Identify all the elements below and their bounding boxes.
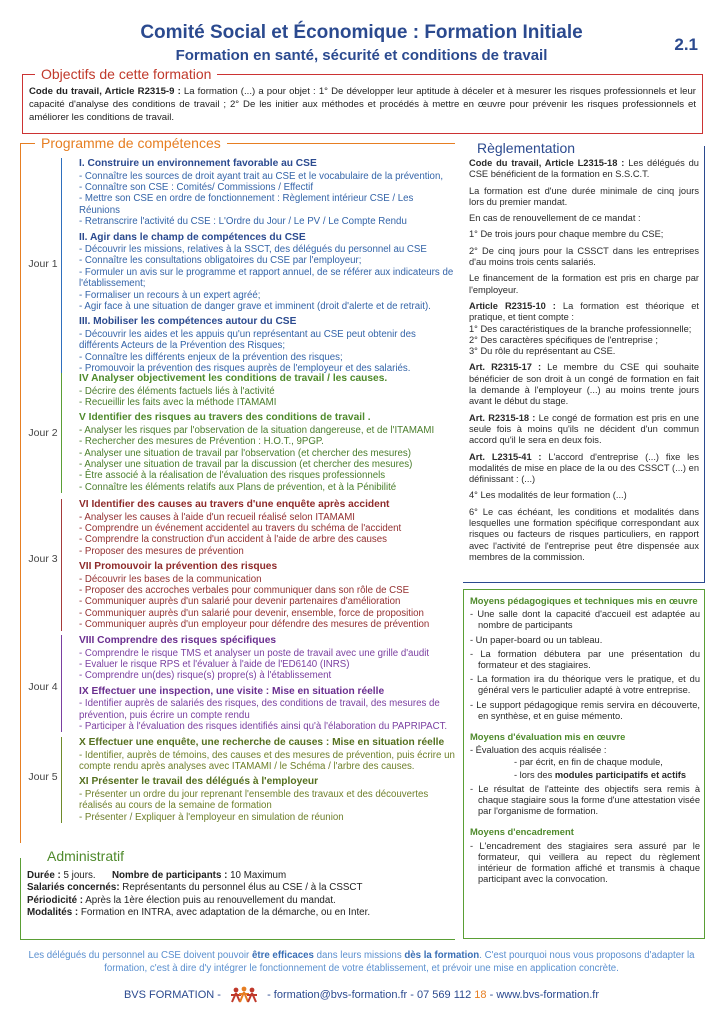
admin-label: Périodicité :	[27, 894, 84, 906]
footer-note-text: . C'est pourquoi nous vous proposons d'adapter la formation, c'est à dire d'y intégrer le fonctionnement de votre établissement, et prévoir une mise en application concrète.	[104, 950, 695, 974]
list-item: - Connaître son CSE : Comités/ Commissions / Effectif	[79, 181, 314, 193]
footer-phone-accent: 18	[474, 988, 487, 1001]
list-item: - Recueillir les faits avec la méthode ITAMAMI	[79, 396, 277, 408]
version-number: 2.1	[674, 35, 698, 54]
section-vi	[79, 499, 456, 557]
list-item: - Formuler un avis sur le programme et rapport annuel, de se référer aux indicateurs de l'établissement;	[79, 266, 454, 290]
list-item: - Proposer des accroches verbales pour communiquer dans son rôle de CSE	[79, 585, 410, 597]
reg-text: 2° Des caractères spécifiques de l'entreprise ;	[469, 334, 658, 345]
list-item: - Comprendre un événement accidentel au travers du schéma de l'accident	[79, 522, 402, 534]
section-title: VIII Comprendre des risques spécifiques	[79, 635, 277, 646]
admin-value: Après la 1ère élection puis au renouvellement du mandat.	[83, 894, 336, 906]
list-item: - Agir face à une situation de danger grave et imminent (droit d'alerte et de retrait).	[79, 301, 431, 313]
reg-text: En cas de renouvellement de ce mandat :	[469, 213, 641, 224]
reg-text: Le membre du CSE qui souhaite bénéficier de son droit à un congé de formation en fait la demande à l'employeur (...) au moins trente jours avant le début du stage.	[469, 362, 699, 407]
reg-text: 3° Du rôle du représentant au CSE.	[469, 346, 616, 357]
reg-paragraph	[469, 229, 699, 240]
administratif-content	[27, 870, 447, 919]
list-item: - Découvrir les missions, relatives à la SSCT, des délégués du personnel au CSE	[79, 244, 427, 256]
reg-paragraph	[469, 324, 699, 335]
administratif-section	[20, 848, 455, 940]
moyens-section	[463, 589, 705, 939]
reg-text: L'accord d'entreprise (...) fixe les modalités de mise en place de la ou des CSSCT (...) en définissant : (...)	[469, 451, 699, 485]
list-item: - Evaluer le risque RPS et l'évaluer à l'aide de l'ED6140 (INRS)	[79, 658, 350, 670]
admin-line	[27, 882, 447, 894]
list-item: - L'encadrement des stagiaires sera assuré par le formateur, qui veillera au repect du règlement intérieur de formation affiché et transmis à chaque participant avec la convocation.	[470, 840, 700, 885]
admin-line	[27, 895, 447, 907]
list-item: - Analyser une situation de travail par la discussion (et chercher des mesures)	[79, 459, 413, 471]
section-i	[79, 158, 456, 228]
reg-paragraph	[469, 490, 699, 501]
list-item: - La formation ira du théorique vers le pratique, et du général vers le particulier adapté à votre entreprise.	[470, 674, 700, 696]
admin-value: 5 jours.	[60, 870, 96, 881]
list-item: - Communiquer auprès d'un salarié pour devenir partenaires d'amélioration	[79, 596, 401, 608]
section-vii	[79, 561, 456, 631]
objectifs-body: La formation (...) a pour objet : 1° De développer leur aptitude à déceler et à mesurer les risques professionnels et leur capacité d'analyse des conditions de travail ; 2° De les initier aux méthodes et procédés à mettre en œuvre pour prévenir les risques professionnels et améliorer les conditions de travail.	[29, 86, 696, 123]
footer-note-text: dans leurs missions	[313, 950, 405, 961]
admin-label: Salariés concernés:	[27, 882, 120, 894]
administratif-title: Administratif	[41, 848, 130, 864]
list-item: - Une salle dont la capacité d'accueil est adaptée au nombre de participants	[470, 609, 700, 631]
objectifs-text	[29, 86, 696, 124]
list-item: - Communiquer auprès d'un employeur pour défendre des mesures de prévention	[79, 619, 430, 631]
footer-email[interactable]: - formation@bvs-formation.fr -	[267, 988, 417, 1001]
list-item: - Communiquer auprès d'un salarié pour devenir, ensemble, force de proposition	[79, 607, 424, 619]
list-item: - Comprendre le risque TMS et analyser un poste de travail avec une grille d'audit	[79, 647, 430, 659]
list-item: - Évaluation des acquis réalisée :	[470, 745, 607, 756]
reg-paragraph	[469, 346, 699, 357]
reg-text: 1° De trois jours pour chaque membre du CSE;	[469, 229, 664, 240]
page-subtitle: Formation en santé, sécurité et conditions de travail	[175, 47, 548, 64]
reg-paragraph	[469, 413, 699, 447]
list-item: - Le résultat de l'atteinte des objectifs sera remis à chaque stagiaire sous la forme d'une attestation visée par l'organisme de formation.	[470, 783, 700, 817]
footer-note-text: Les délégués du personnel au CSE doivent pouvoir	[28, 950, 252, 961]
reg-text: 2° De cinq jours pour la CSSCT dans les entreprises d'au moins trois cents salariés.	[469, 245, 699, 268]
admin-label: Modalités :	[27, 906, 79, 918]
list-item: - Découvrir les bases de la communication	[79, 573, 262, 585]
section-iv	[79, 373, 456, 408]
admin-value: Représentants du personnel élus au CSE / à la CSSCT	[119, 882, 363, 894]
section-iii	[79, 316, 456, 374]
admin-label: Durée :	[27, 870, 61, 881]
section-title: IX Effectuer une inspection, une visite : Mise en situation réelle	[79, 685, 385, 697]
day-label: Jour 4	[28, 681, 58, 693]
reg-text: 4° Les modalités de leur formation (...)	[469, 490, 627, 501]
section-title: VI Identifier des causes au travers d'une enquête après accident	[79, 499, 390, 510]
list-item: - Présenter un ordre du jour reprenant l'ensemble des travaux et des découvertes réalisés au cours de la semaine de formation	[79, 788, 429, 812]
reglementation-title: Règlementation	[473, 140, 579, 156]
reg-text: Le financement de la formation est pris en charge par l'employeur.	[469, 273, 699, 295]
list-item: - Découvrir les aides et les appuis qu'un représentant au CSE peut obtenir des différents Acteurs de la Prévention des Risques;	[79, 328, 416, 352]
list-item: - Décrire des éléments factuels liés à l'activité	[79, 385, 275, 397]
reg-ref: Art. R2315-17 :	[469, 362, 542, 373]
objectifs-ref: Code du travail, Article R2315-9 :	[29, 86, 181, 97]
reg-paragraph	[469, 301, 699, 324]
list-item	[470, 770, 700, 781]
list-item: - Comprendre la construction d'un accident à l'aide de arbre des causes	[79, 534, 387, 546]
admin-label: Nombre de participants :	[111, 870, 228, 881]
reg-text: La formation est d'une durée minimale de cinq jours lors du premier mandat.	[469, 185, 699, 207]
section-title: IV Analyser objectivement les conditions de travail / les causes.	[79, 373, 388, 384]
list-item: - Analyser les causes à l'aide d'un recueil réalisé selon ITAMAMI	[79, 511, 355, 523]
reg-text: Le congé de formation est pris en une seule fois à moins qu'ils ne décident d'un commun accord qu'il le sera en deux fois.	[469, 412, 699, 446]
day-1-group	[61, 158, 456, 375]
reg-paragraph	[469, 362, 699, 407]
admin-value: Formation en INTRA, avec adaptation de la démarche, ou en Inter.	[78, 906, 371, 918]
list-item: - Un paper-board ou un tableau.	[470, 634, 603, 645]
footer-contact	[0, 986, 723, 1004]
list-item: - Promouvoir la prévention des risques auprès de l'employeur et des salariés.	[79, 363, 411, 375]
day-label: Jour 3	[28, 553, 58, 565]
list-item: - Être associé à la réalisation de l'évaluation des risques professionnels	[79, 470, 386, 482]
list-item: - Analyser une situation de travail par l'observation (et chercher des mesures)	[79, 447, 411, 459]
day-4-group	[61, 635, 456, 732]
objectifs-title: Objectifs de cette formation	[35, 66, 217, 82]
footer-phone[interactable]: 07 569 112	[417, 988, 475, 1001]
section-title: II. Agir dans le champ de compétences du CSE	[79, 231, 306, 243]
reg-ref: Art. L2315-41 :	[469, 451, 542, 462]
list-item: - Participer à l'évaluation des risques identifiés ainsi qu'à l'élaboration du PAPRIPACT.	[79, 721, 448, 733]
list-item: - Présenter / Expliquer à l'employeur en simulation de réunion	[79, 811, 344, 823]
list-item: - par écrit, en fin de chaque module,	[514, 757, 663, 768]
reg-ref: Code du travail, Article L2315-18 :	[469, 158, 625, 168]
day-label: Jour 5	[28, 771, 58, 783]
footer-website[interactable]: - www.bvs-formation.fr	[486, 988, 600, 1001]
day-label: Jour 1	[28, 258, 58, 270]
admin-value: 10 Maximum	[227, 870, 287, 881]
reg-ref: Article R2315-10 :	[469, 300, 556, 311]
footer-note-bold: dès la formation	[404, 950, 480, 961]
list-item: - Formaliser un recours à un expert agréé;	[79, 289, 261, 301]
programme-title: Programme de compétences	[35, 135, 227, 151]
list-item: - Identifier, auprès de témoins, des causes et des mesures de prévention, puis écrire un compte rendu après analyses avec ITAMAMI / le Schéma / l'arbre des causes.	[79, 749, 455, 772]
reglementation-section	[463, 140, 705, 583]
section-title: I. Construire un environnement favorable au CSE	[79, 158, 317, 169]
list-item: - Connaître les différents enjeux de la prévention des risques;	[79, 351, 343, 363]
list-item: - Proposer des mesures de prévention	[79, 545, 244, 557]
admin-line	[27, 907, 447, 919]
section-v	[79, 412, 456, 493]
list-item: - Comprendre un(des) risque(s) propre(s) à l'établissement	[79, 670, 332, 682]
reg-paragraph	[469, 186, 699, 209]
eval-sub-text: - lors des	[514, 769, 555, 780]
reg-paragraph	[469, 273, 699, 296]
section-title: V Identifier des risques au travers des conditions de travail .	[79, 412, 371, 424]
footer-note-bold: être efficaces	[251, 950, 314, 961]
list-item: - La formation débutera par une présentation du formateur et des stagiaires.	[470, 648, 700, 671]
footer-note	[28, 950, 695, 975]
list-item: - Retranscrire l'activité du CSE : L'Ordre du Jour / Le PV / Le Compte Rendu	[79, 216, 407, 228]
moyens-pedagogiques	[470, 595, 700, 722]
reg-ref: Art. R2315-18 :	[469, 412, 536, 423]
programme-section	[20, 135, 455, 843]
list-item: - Connaître les sources de droit ayant trait au CSE et le vocabulaire de la prévention,	[79, 170, 444, 182]
section-ii	[79, 232, 456, 313]
section-viii	[79, 635, 456, 682]
admin-line	[27, 870, 447, 882]
list-item: - Connaître les consultations obligatoires du CSE par l'employeur;	[79, 255, 362, 267]
moyens-content	[470, 595, 700, 894]
bvs-logo-icon	[227, 986, 261, 1004]
section-title: X Effectuer une enquête, une recherche de causes : Mise en situation réelle	[79, 737, 445, 748]
page-header	[0, 22, 723, 64]
eval-sub-bold: modules participatifs et actifs	[554, 769, 687, 780]
brand-name: BVS FORMATION -	[123, 988, 221, 1001]
day-2-group	[61, 373, 456, 493]
reg-text: 6° Le cas échéant, les conditions et modalités dans lesquelles une formation spécifique correspondant aux risques ou facteurs de risques particuliers, en rapport avec l'activité de l'entreprise peut être dispensée aux membres de la commission.	[469, 506, 699, 562]
objectifs-section	[22, 66, 703, 134]
moyens-eval-title: Moyens d'évaluation mis en œuvre	[470, 731, 626, 743]
section-x	[79, 737, 456, 772]
reg-text: 1° Des caractéristiques de la branche professionnelle;	[469, 323, 692, 334]
moyens-encadrement	[470, 826, 700, 885]
list-item: - Mettre son CSE en ordre de fonctionnement : Règlement intérieur CSE / Les Réunions	[79, 193, 414, 216]
reg-text: Les délégués du CSE bénéficient de la formation en S.S.C.T.	[469, 158, 699, 180]
section-title: VII Promouvoir la prévention des risques	[79, 561, 278, 573]
reglementation-content	[469, 158, 699, 568]
reg-paragraph	[469, 507, 699, 563]
section-title: III. Mobiliser les compétences autour du CSE	[79, 316, 297, 328]
list-item: - Rechercher des mesures de Prévention : H.O.T., 9PGP.	[79, 436, 324, 448]
list-item: - Connaître les éléments relatifs aux Plans de prévention, et à la Pénibilité	[79, 481, 397, 493]
day-3-group	[61, 499, 456, 631]
list-item: - Identifier auprès de salariés des risques, des conditions de travail, des mesures de prévention, puis écrire un compte rendu	[79, 698, 440, 721]
reg-paragraph	[469, 452, 699, 486]
reg-paragraph	[469, 335, 699, 346]
moyens-peda-title: Moyens pédagogiques et techniques mis en œuvre	[470, 595, 698, 606]
list-item: - Analyser les risques par l'observation de la situation dangereuse, et de l'ITAMAMI	[79, 424, 435, 436]
moyens-enc-title: Moyens d'encadrement	[470, 826, 574, 838]
reg-paragraph	[469, 213, 699, 224]
day-label: Jour 2	[28, 427, 58, 439]
section-ix	[79, 686, 456, 733]
list-item: - Le support pédagogique remis servira en découverte, en synthèse, et en guise mémento.	[470, 699, 700, 721]
day-5-group	[61, 737, 456, 823]
moyens-evaluation	[470, 731, 700, 817]
section-xi	[79, 776, 456, 823]
page-title: Comité Social et Économique : Formation Initiale	[140, 22, 583, 43]
section-title: XI Présenter le travail des délégués à l'employeur	[79, 776, 319, 788]
reg-paragraph	[469, 246, 699, 269]
reg-text: La formation est théorique et pratique, et tient compte :	[469, 300, 700, 323]
reg-paragraph	[469, 158, 699, 181]
